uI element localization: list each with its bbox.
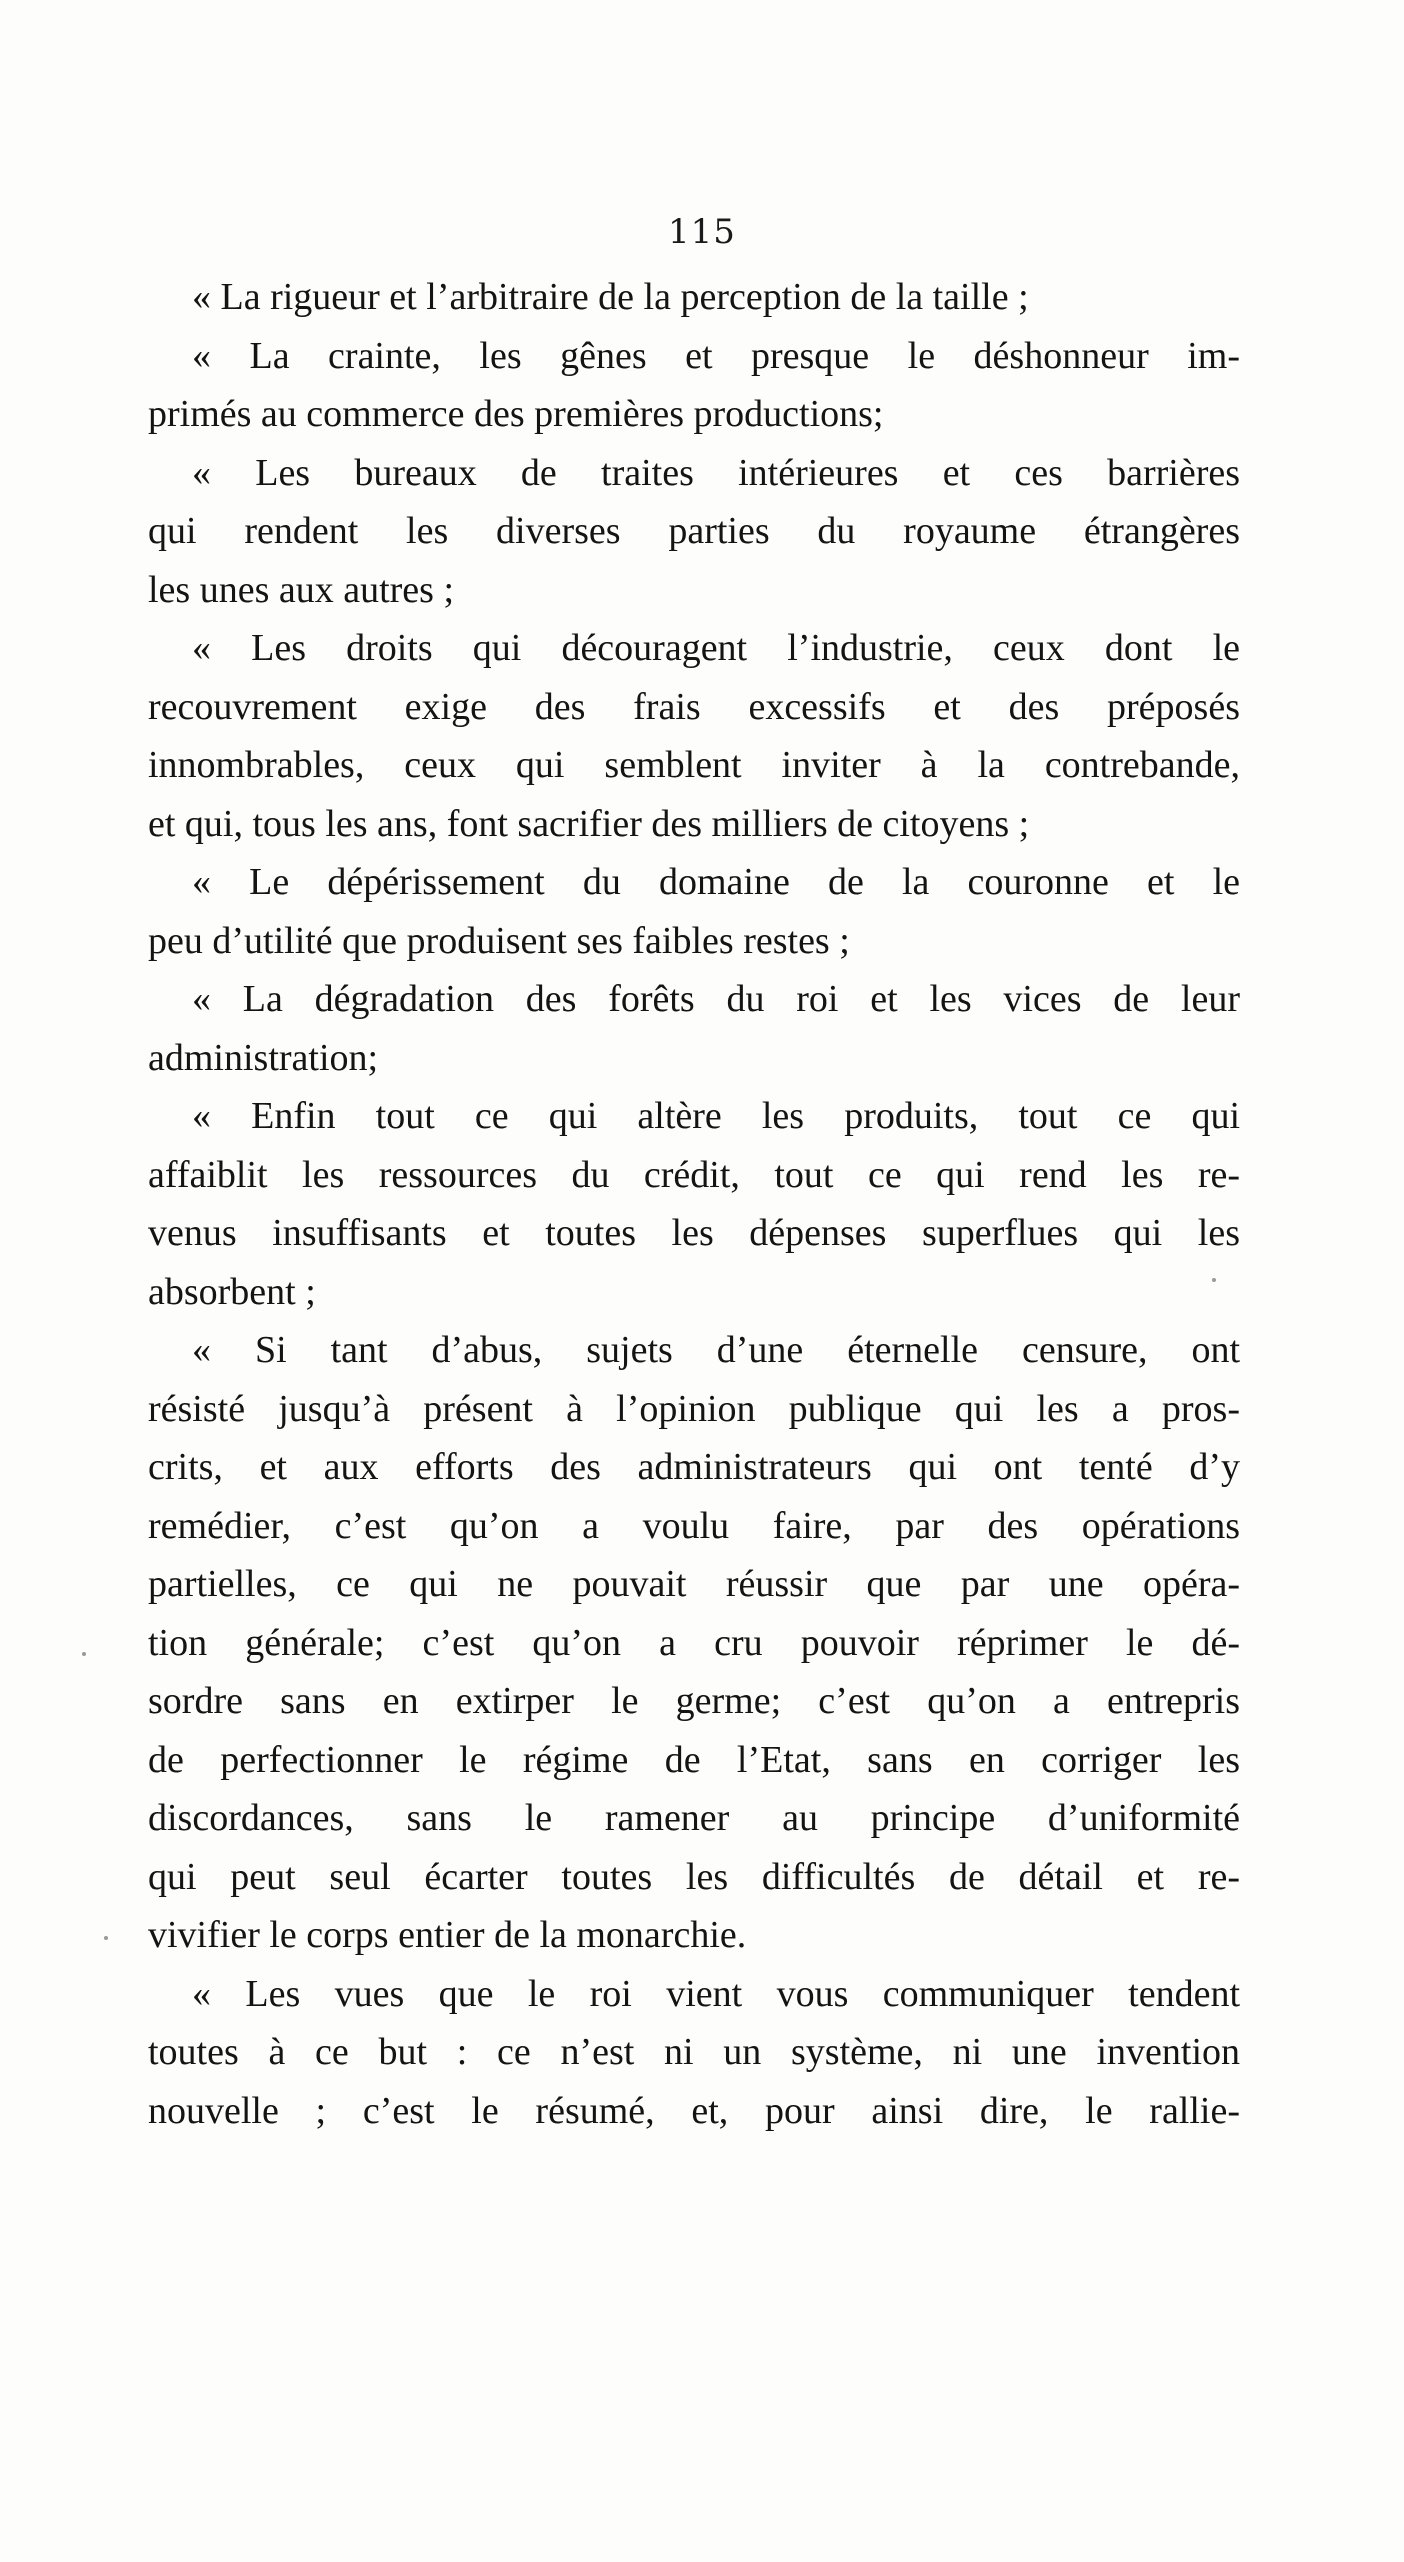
text-line: « La rigueur et l’arbitraire de la perception de la taille ;: [192, 276, 1029, 318]
text-line: venus insuffisants et toutes les dépenses superflues qui les: [148, 1212, 1240, 1254]
paper-speck: [1212, 1278, 1216, 1282]
page-number: 115: [668, 212, 736, 252]
text-line: nouvelle ; c’est le résumé, et, pour ainsi dire, le rallie-: [148, 2089, 1240, 2132]
text-line: de perfectionner le régime de l’Etat, sans en corriger les: [148, 1738, 1240, 1781]
text-line: affaiblit les ressources du crédit, tout ce qui rend les re-: [148, 1153, 1240, 1196]
text-line: administration;: [148, 1036, 379, 1079]
text-line: et qui, tous les ans, font sacrifier des milliers de citoyens ;: [148, 802, 1030, 845]
text-line: « Les droits qui découragent l’industrie, ceux dont le: [192, 627, 1240, 669]
text-line: peu d’utilité que produisent ses faibles restes ;: [148, 919, 850, 962]
text-line: innombrables, ceux qui semblent inviter à la contrebande,: [148, 744, 1240, 786]
text-line: crits, et aux efforts des administrateurs qui ont tenté d’y: [148, 1446, 1240, 1488]
text-line: qui rendent les diverses parties du royaume étrangères: [148, 510, 1240, 552]
text-line: « Les bureaux de traites intérieures et ces barrières: [192, 451, 1240, 494]
text-line: primés au commerce des premières productions;: [148, 393, 884, 435]
text-line: toutes à ce but : ce n’est ni un système, ni une invention: [148, 2031, 1240, 2073]
text-line: absorbent ;: [148, 1270, 316, 1313]
text-line: « Le dépérissement du domaine de la couronne et le: [192, 861, 1240, 903]
text-line: remédier, c’est qu’on a voulu faire, par des opérations: [148, 1504, 1240, 1547]
body-text: [148, 268, 1240, 2140]
paper-speck: [104, 1936, 108, 1940]
text-line: les unes aux autres ;: [148, 568, 455, 611]
text-line: « Enfin tout ce qui altère les produits, tout ce qui: [192, 1095, 1240, 1137]
text-line: recouvrement exige des frais excessifs et des préposés: [148, 685, 1240, 728]
text-line: « Les vues que le roi vient vous communiquer tendent: [192, 1972, 1240, 2015]
text-line: « Si tant d’abus, sujets d’une éternelle censure, ont: [192, 1329, 1240, 1371]
text-line: résisté jusqu’à présent à l’opinion publique qui les a pros-: [148, 1387, 1240, 1430]
text-line: vivifier le corps entier de la monarchie.: [148, 1914, 747, 1956]
text-line: discordances, sans le ramener au principe d’uniformité: [148, 1797, 1240, 1839]
text-line: « La dégradation des forêts du roi et les vices de leur: [192, 978, 1240, 1020]
paper-speck: [82, 1652, 86, 1656]
text-line: partielles, ce qui ne pouvait réussir que par une opéra-: [148, 1563, 1240, 1605]
text-line: qui peut seul écarter toutes les difficultés de détail et re-: [148, 1855, 1240, 1898]
text-line: « La crainte, les gênes et presque le déshonneur im-: [192, 334, 1240, 377]
text-line: sordre sans en extirper le germe; c’est qu’on a entrepris: [148, 1680, 1240, 1722]
text-line: tion générale; c’est qu’on a cru pouvoir réprimer le dé-: [148, 1621, 1240, 1664]
